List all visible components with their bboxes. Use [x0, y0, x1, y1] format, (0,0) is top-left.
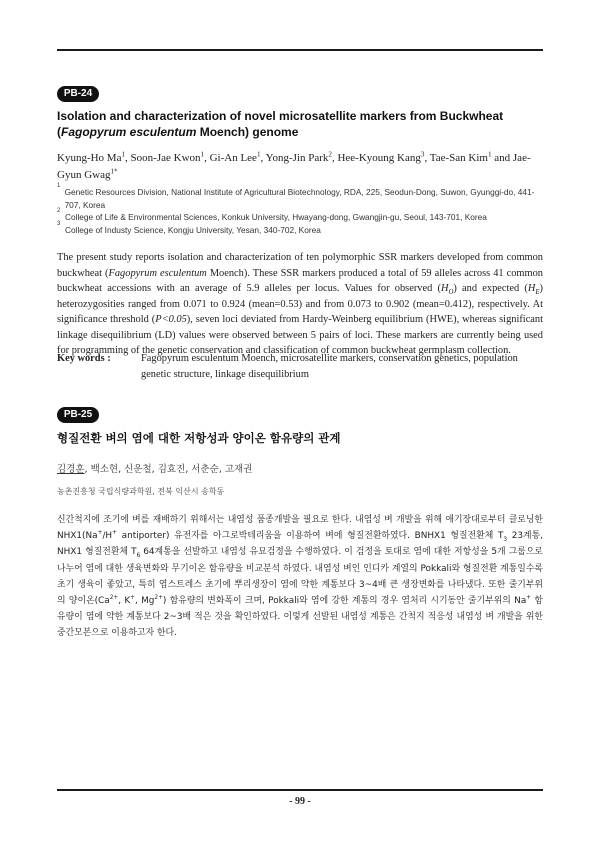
- affiliation-number: 3: [57, 220, 61, 227]
- he-symbol: H: [527, 283, 536, 294]
- author-name: Tae-San Kim: [429, 152, 488, 164]
- abstract-text: , K: [118, 596, 131, 607]
- abstract-text: /H: [102, 531, 113, 542]
- first-author: 김경훈: [57, 464, 85, 475]
- affiliation-item: [57, 183, 547, 211]
- superscript: +: [526, 595, 532, 602]
- author: [57, 152, 125, 164]
- affiliation-number: 1: [57, 183, 61, 189]
- author-name: Soon-Jae Kwon: [130, 152, 201, 164]
- entry-code-badge: PB-25: [57, 407, 99, 423]
- author: [337, 152, 424, 164]
- subscript: 6: [136, 553, 141, 560]
- he-subscript: E: [535, 289, 540, 297]
- abstract-text: 64계통을 선발하고 내염성 유묘검정을 수행하였다. 이 검정을 토대로 염에 대한 저항성을 5개 그룹으로 나누어 염에 대한 생육변화와 무기이온 함유량을 비교분석 하였다. 내염성 벼인 인디카 계열의 Pokkali와 형질전환 계통일수록 초기 생육이 좋았고, 특히 엽스트레스 초기에 뿌리생장이 염에 약한 계통보다 3~4배 큰 생장변화를 나타냈다. 또한 줄기부위의 양이온(Ca: [57, 547, 543, 607]
- keywords-label: Key words :: [57, 353, 111, 364]
- superscript: +: [112, 530, 117, 537]
- abstract-text: Moench). These SSR markers produced a total of 59 alleles across 41 common buckwheat accessions with an average of 5.9 alleles per locus. Values for observed (: [57, 267, 543, 294]
- superscript: +: [130, 595, 135, 602]
- abstract-text: , Mg: [135, 596, 155, 607]
- abstract-text: 함유량이 염에 약한 계통보다 2~3배 적은 것을 확인하였다. 이렇게 선발된 내염성 계통은 간척지 적응성 내염성 벼 개발을 위한 중간모본으로 이용하고자 한다.: [57, 596, 543, 639]
- abstract-text: antiporter) 유전자를 아그로박테리움을 이용하여 벼에 형질전환하였다. BNHX1 형질전환체 T: [116, 531, 504, 542]
- author-name: Hee-Kyoung Kang: [337, 152, 421, 164]
- affiliation-text: College of Life & Environmental Sciences, Konkuk University, Hwayang-dong, Gwangjin-gu, Seoul, 143-701, Korea: [65, 212, 487, 222]
- abstract: [57, 512, 543, 642]
- abstract-species: Fagopyrum esculentum: [108, 267, 207, 279]
- author-list: Kyung-Ho Ma$^1$, Soon-Jae Kwon$^1$, Gi-An Lee$^1$, Yong-Jin Park$^2$, Hee-Kyoung Kang$^3$, Tae-San Kim$^1$ and Jae-Gyun Gwag$^{1*}$: [57, 150, 531, 181]
- paper-title-open: (: [57, 125, 61, 139]
- author-name: Jae-Gyun Gwag: [57, 152, 531, 181]
- author-list: [57, 461, 252, 475]
- ho-symbol: H: [440, 283, 449, 294]
- abstract-text: 신간척지에 조기에 벼를 재배하기 위해서는 내염성 품종개발을 필요로 한다. 내염성 벼 개발을 위해 애기장대로부터 클로닝한 NHX1(Na: [57, 515, 543, 542]
- author-name: Kyung-Ho Ma: [57, 152, 122, 164]
- affiliation: 농촌진흥청 국립식량과학원, 전북 익산시 송학동: [57, 487, 225, 496]
- abstract-text: ) and expected (: [453, 283, 528, 294]
- other-authors: , 백소현, 신운철, 김효진, 서춘순, 고재권: [84, 464, 253, 475]
- affiliation-item: [57, 208, 547, 224]
- author-affiliation-mark: 1: [121, 150, 126, 159]
- affiliation-item: [57, 220, 547, 237]
- author-name: Yong-Jin Park: [265, 152, 329, 164]
- author-affiliation-mark: 2: [328, 150, 332, 159]
- author: [210, 152, 261, 164]
- author-affiliation-mark: 1: [256, 150, 261, 159]
- superscript: 2+: [154, 595, 163, 602]
- abstract: [57, 250, 543, 359]
- abstract-text: 23계통, NHX1 형질전환체 T: [57, 531, 543, 558]
- keywords-text: Fagopyrum esculentum Moench, microsatellite markers, conservation genetics, population genetic structure, linkage disequilibrium: [141, 353, 518, 380]
- abstract-text: ), seven loci deviated from Hardy-Weinberg equilibrium (HWE), whereas significant linkage disequilibrium (LD) values were observed between 5 pairs of loci. These markers are currently being used for programming of the genetic conservation and classification of common buckwheat germplasm collection.: [57, 314, 544, 356]
- affiliation-text: College of Industy Science, Kongju University, Yesan, 340-702, Korea: [65, 224, 321, 235]
- author-name: Gi-An Lee: [209, 152, 257, 164]
- author-affiliation-mark: 1: [487, 150, 492, 159]
- paper-title: 형질전환 벼의 염에 대한 저항성과 양이온 함유량의 관계: [57, 431, 341, 445]
- affiliation-list: [57, 183, 547, 236]
- abstract-text: ) heterozygosities ranged from 0.071 to 0.924 (mean=0.53) and from 0.073 to 0.902 (mean=0.412), respectively. At significance threshold (: [57, 283, 543, 325]
- p-value: P<0.05: [155, 314, 187, 325]
- superscript: 2+: [109, 595, 119, 602]
- ho-subscript: O: [448, 289, 454, 297]
- superscript: +: [97, 530, 103, 537]
- author: [266, 152, 332, 164]
- page-number: - 99 -: [289, 796, 311, 807]
- author: [430, 152, 492, 164]
- keywords: [57, 351, 543, 382]
- abstract-text: ) 함유량의 변화폭이 크며, Pokkali와 염에 강한 계통의 경우 염처리 시기동안 줄기부위의 Na: [162, 596, 527, 607]
- author-affiliation-mark: 3: [420, 150, 425, 159]
- paper-title-part2: Moench) genome: [196, 125, 299, 139]
- paper-title: [57, 108, 547, 140]
- paper-title-species: Fagopyrum esculentum: [61, 125, 197, 139]
- affiliation-text: Genetic Resources Division, National Institute of Agricultural Biotechnology, RDA, 225, Seodun-Dong, Suwon, Gyunggi-do, 441-707, Korea: [64, 187, 535, 210]
- abstract-text: The present study reports isolation and characterization of ten polymorphic SSR markers developed from common buckwheat (: [57, 252, 543, 279]
- subscript: 3: [503, 536, 508, 543]
- author: [131, 152, 205, 164]
- author-affiliation-mark: 1: [200, 150, 205, 159]
- paper-title-part1: Isolation and characterization of novel microsatellite markers from Buckwheat: [57, 109, 504, 123]
- bottom-rule: [57, 789, 543, 791]
- author-affiliation-mark: 1*: [110, 167, 118, 176]
- affiliation-number: 2: [57, 208, 61, 214]
- top-rule: [57, 49, 543, 51]
- entry-code-badge: PB-24: [57, 86, 99, 102]
